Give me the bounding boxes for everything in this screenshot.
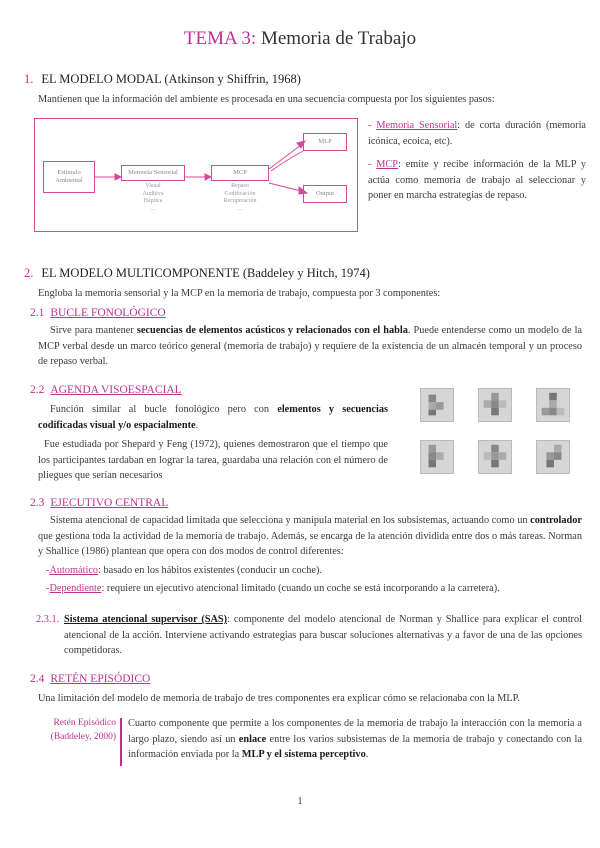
text-bold: elementos y secuencias codificadas visual y/o espacialmente bbox=[38, 404, 389, 431]
section-1-intro: Mantienen que la información del ambiente es procesada en una secuencia compuesta por los siguientes pasos: bbox=[38, 94, 495, 105]
page-number: 1 bbox=[297, 796, 303, 807]
section-2-1-number: 2.1 bbox=[30, 307, 45, 319]
folding-figure-image bbox=[478, 388, 512, 422]
section-2-3-text bbox=[38, 513, 582, 560]
section-2-1-text bbox=[38, 323, 582, 370]
title-prefix: TEMA 3: bbox=[183, 28, 257, 49]
section-2-1-title: BUCLE FONOLÓGICO bbox=[50, 307, 166, 319]
section-2-2-text-2: Fue estudiada por Shepard y Feng (1972), quienes demostraron que el tiempo que los participantes tardaban en lograr la tarea, guardaba una relación con el número de pliegues que serían necesarios bbox=[38, 439, 388, 481]
output-box bbox=[303, 185, 347, 203]
text-bold: Sistema atencional supervisor (SAS) bbox=[64, 614, 228, 625]
folding-figure-image bbox=[536, 388, 570, 422]
section-2-2-title: AGENDA VISOESPACIAL bbox=[50, 384, 182, 396]
section-2-number: 2. bbox=[24, 266, 34, 280]
ms-sub-item: Háptica bbox=[143, 198, 163, 204]
bullet-text: : de corta duración (memoria icónica, ecoica, etc). bbox=[368, 120, 587, 147]
text-bold: enlace bbox=[238, 733, 267, 745]
section-1-heading bbox=[24, 72, 301, 87]
text-run: Sistema atencional de capacidad limitada que selecciona y manipula material en los subsistemas, actuando como un bbox=[50, 515, 531, 526]
section-1-number: 1. bbox=[24, 72, 34, 86]
output-label: Output bbox=[315, 190, 335, 197]
text-run: . Puede entenderse como un modelo de la MCP verbal desde un marco teórico general (memoria de trabajo) y requiere de la existencia de un almacén temporal y un proceso de repaso verbal. bbox=[38, 325, 583, 367]
mcp-box bbox=[211, 165, 269, 181]
bullet-automatico bbox=[46, 563, 582, 579]
title-text: Memoria de Trabajo bbox=[260, 28, 417, 49]
mcp-sublist bbox=[211, 183, 269, 213]
bullet-dash: - bbox=[46, 583, 50, 594]
section-2-intro: Engloba la memoria sensorial y la MCP en la memoria de trabajo, compuesta por 3 componentes: bbox=[38, 288, 441, 299]
bullet-key: MCP bbox=[376, 159, 399, 170]
section-2-4-title: RETÉN EPISÓDICO bbox=[50, 673, 151, 685]
section-1-title: EL MODELO MODAL (Atkinson y Shiffrin, 1968) bbox=[41, 72, 301, 86]
section-2-1-heading bbox=[30, 307, 166, 319]
folding-figure-image bbox=[420, 440, 454, 474]
section-2-3-title: EJECUTIVO CENTRAL bbox=[50, 497, 169, 509]
bullet-key: Memoria Sensorial bbox=[376, 120, 458, 131]
text-bold: MLP y el sistema perceptivo bbox=[241, 749, 366, 760]
section-2-title: EL MODELO MULTICOMPONENTE (Baddeley y Hitch, 1974) bbox=[41, 266, 370, 280]
mcp-label: MCP bbox=[233, 169, 247, 176]
ms-sub-item: Visual bbox=[145, 183, 161, 189]
sidenote-divider bbox=[120, 718, 122, 766]
mcp-sub-item: Codificación bbox=[224, 190, 256, 197]
estimulo-label: Estímulo Ambiental bbox=[55, 169, 83, 184]
text-run: : componente del modelo atencional de Norman y Shallice para explicar el control atencional de la acción. Interviene activando estrategias para buscar soluciones alternativas y a favor de una de las opciones competidoras. bbox=[64, 614, 582, 656]
sidenote-citation: (Baddeley, 2000) bbox=[50, 732, 116, 742]
section-2-2-text bbox=[38, 402, 388, 433]
mcp-sub-item: Recuperación bbox=[223, 198, 257, 204]
bullet-mcp bbox=[368, 157, 586, 204]
section-2-3-1-text bbox=[64, 612, 582, 659]
section-2-3-number: 2.3 bbox=[30, 497, 45, 509]
section-2-heading bbox=[24, 266, 370, 281]
bullet-dash: - bbox=[368, 120, 372, 131]
text-bold: secuencias de elementos acústicos y relacionados con el habla bbox=[136, 325, 408, 336]
section-2-4-text bbox=[128, 716, 582, 763]
bullet-key: Automático bbox=[49, 565, 99, 576]
section-2-4-number: 2.4 bbox=[30, 673, 45, 685]
bullet-dependiente bbox=[46, 581, 582, 597]
ms-sub-item: ... bbox=[150, 205, 156, 212]
estimulo-box bbox=[43, 161, 95, 193]
reten-sidenote bbox=[24, 716, 116, 744]
section-2-4-heading bbox=[30, 673, 150, 685]
mlp-label: MLP bbox=[318, 138, 332, 145]
memoria-sensorial-sublist bbox=[121, 183, 185, 213]
text-run: entre los varios subsistemas de la memoria de trabajo y conectando con la información enviada por la bbox=[128, 733, 582, 760]
bullet-text: : basado en los hábitos existentes (conducir un coche). bbox=[98, 565, 322, 576]
bullet-dash: - bbox=[368, 159, 372, 170]
page-title bbox=[0, 28, 600, 50]
section-2-2-number: 2.2 bbox=[30, 384, 45, 396]
ms-sub-item: Auditiva bbox=[142, 190, 164, 197]
bullet-text: : emite y recibe información de la MLP y actúa como memoria de trabajo al seleccionar y poner en marcha estrategias de repaso. bbox=[368, 159, 586, 201]
text-bold: controlador bbox=[530, 515, 582, 526]
bullet-dash: - bbox=[46, 565, 50, 576]
folding-figure-image bbox=[536, 440, 570, 474]
mcp-sub-item: ... bbox=[237, 205, 243, 212]
sidenote-title: Retén Episódico bbox=[53, 718, 116, 728]
section-2-4-intro: Una limitación del modelo de memoria de trabajo de tres componentes era explicar cómo se relacionaba con la MLP. bbox=[38, 693, 520, 704]
memoria-sensorial-label: Memoria Sensorial bbox=[128, 169, 178, 176]
text-run: . bbox=[365, 749, 369, 760]
bullet-memoria-sensorial bbox=[368, 118, 586, 149]
text-run: que gestiona toda la actividad de la memoria de trabajo. Además, se encarga de la atención dividida entre dos o más tareas. Norman y Shallice (1986) plantean que opera con dos modos de control diferentes: bbox=[38, 530, 582, 557]
folding-figure-image bbox=[420, 388, 454, 422]
text-run: . bbox=[195, 419, 199, 431]
text-run: Función similar al bucle fonológico pero con bbox=[50, 404, 278, 415]
section-2-2-heading bbox=[30, 384, 182, 396]
mcp-sub-item: Repaso bbox=[231, 183, 249, 189]
memoria-sensorial-box bbox=[121, 165, 185, 181]
folding-figure-image bbox=[478, 440, 512, 474]
mlp-box bbox=[303, 133, 347, 151]
bullet-key: Dependiente bbox=[49, 583, 102, 594]
section-2-3-heading bbox=[30, 497, 168, 509]
section-2-3-1-number: 2.3.1. bbox=[36, 614, 60, 625]
bullet-text: : requiere un ejecutivo atencional limitado (cuando un coche se está incorporando a la carretera). bbox=[101, 583, 500, 594]
text-run: Sirve para mantener bbox=[50, 325, 137, 336]
modal-model-diagram bbox=[34, 118, 358, 232]
text-run: Cuarto componente que permite a los componentes de la memoria de trabajo la interacción con la memoria a largo plazo, siendo así un bbox=[128, 718, 582, 745]
